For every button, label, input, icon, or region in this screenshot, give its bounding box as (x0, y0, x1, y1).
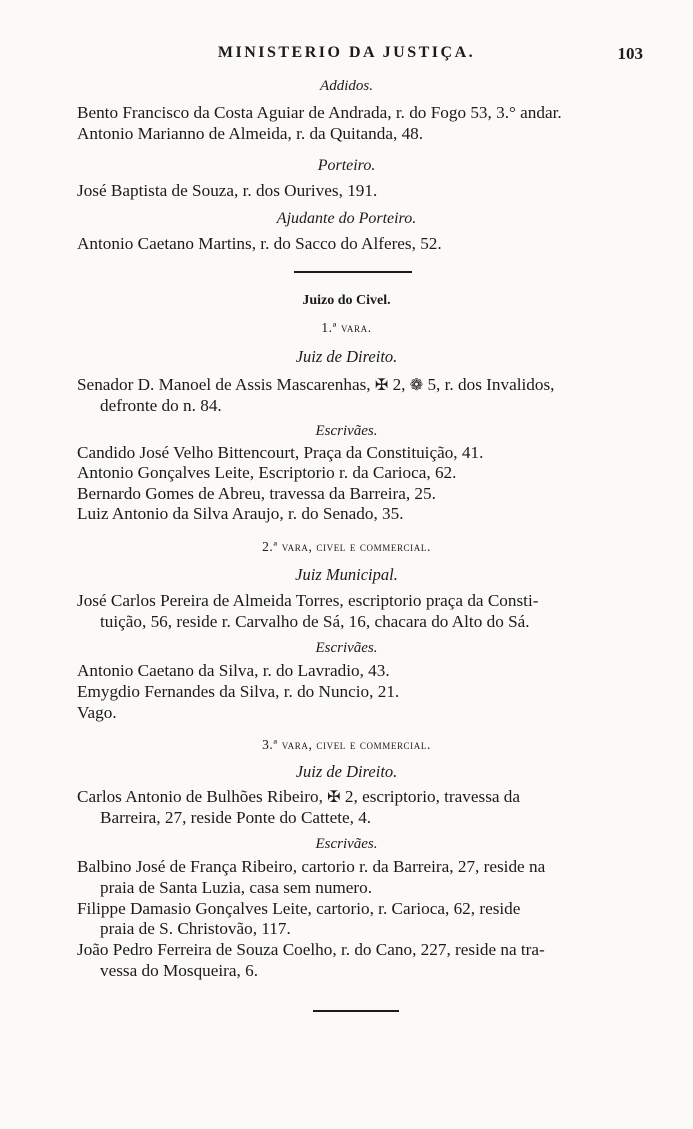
entry-line: praia de S. Christovão, 117. (100, 919, 291, 938)
entry-line: defronte do n. 84. (100, 396, 222, 415)
heading-juiz-de-direito: Juiz de Direito. (295, 762, 398, 781)
entry-line: Emygdio Fernandes da Silva, r. do Nuncio, 21. (77, 682, 400, 701)
page-header (0, 44, 693, 68)
entry-line: Filippe Damasio Gonçalves Leite, cartorio, r. Carioca, 62, reside (77, 899, 521, 918)
heading-vara-2: 2.ª vara, civel e commercial. (262, 539, 431, 554)
heading-juizo-civel: Juizo do Civel. (302, 293, 391, 308)
running-head: MINISTERIO DA JUSTIÇA. (217, 44, 476, 61)
heading-porteiro: Porteiro. (317, 157, 376, 174)
cross-icon: ✠ (374, 377, 389, 394)
entry-line: Antonio Gonçalves Leite, Escriptorio r. da Carioca, 62. (77, 463, 457, 482)
heading-escrivaes: Escrivães. (315, 836, 378, 852)
heading-escrivaes: Escrivães. (315, 640, 378, 656)
entry-line: vessa do Mosqueira, 6. (100, 961, 259, 980)
entry-line: Candido José Velho Bittencourt, Praça da Constituição, 41. (77, 443, 484, 462)
entry-line: Carlos Antonio de Bulhões Ribeiro, ✠ 2, escriptorio, travessa da (77, 787, 521, 806)
entry-line: Vago. (77, 703, 117, 722)
heading-vara-1: 1.ª vara. (321, 320, 372, 335)
entry-line: João Pedro Ferreira de Souza Coelho, r. do Cano, 227, reside na tra- (77, 940, 545, 959)
cross-icon: ✠ (327, 789, 341, 806)
entry-line: tuição, 56, reside r. Carvalho de Sá, 16, chacara do Alto do Sá. (100, 612, 530, 631)
entry-line: Antonio Caetano da Silva, r. do Lavradio, 43. (77, 661, 390, 680)
heading-juiz-de-direito: Juiz de Direito. (295, 347, 398, 366)
entry-line: José Carlos Pereira de Almeida Torres, escriptorio praça da Consti- (77, 591, 539, 610)
entry-line: Luiz Antonio da Silva Araujo, r. do Senado, 35. (77, 504, 404, 523)
entry-line: Senador D. Manoel de Assis Mascarenhas, ✠ 2, ❁ 5, r. dos Invalidos, (77, 375, 555, 394)
entry-line: Balbino José de França Ribeiro, cartorio r. da Barreira, 27, reside na (77, 857, 546, 876)
heading-escrivaes: Escrivães. (315, 423, 378, 439)
entry-line: Bernardo Gomes de Abreu, travessa da Barreira, 25. (77, 484, 436, 503)
heading-ajudante: Ajudante do Porteiro. (276, 210, 417, 227)
page-number: 103 (617, 44, 643, 63)
rose-icon: ❁ (409, 377, 424, 394)
entry-line: Antonio Marianno de Almeida, r. da Quitanda, 48. (77, 124, 424, 143)
section-divider (313, 1010, 399, 1012)
section-divider (294, 271, 412, 273)
entry-line: José Baptista de Souza, r. dos Ourives, 191. (77, 181, 378, 200)
entry-line: Antonio Caetano Martins, r. do Sacco do Alferes, 52. (77, 234, 442, 253)
heading-vara-3: 3.ª vara, civel e commercial. (262, 737, 431, 752)
entry-line: praia de Santa Luzia, casa sem numero. (100, 878, 373, 897)
entry-line: Bento Francisco da Costa Aguiar de Andrada, r. do Fogo 53, 3.° andar. (77, 103, 562, 122)
heading-juiz-municipal: Juiz Municipal. (295, 565, 398, 584)
entry-line: Barreira, 27, reside Ponte do Cattete, 4. (100, 808, 372, 827)
heading-addidos: Addidos. (320, 78, 373, 94)
